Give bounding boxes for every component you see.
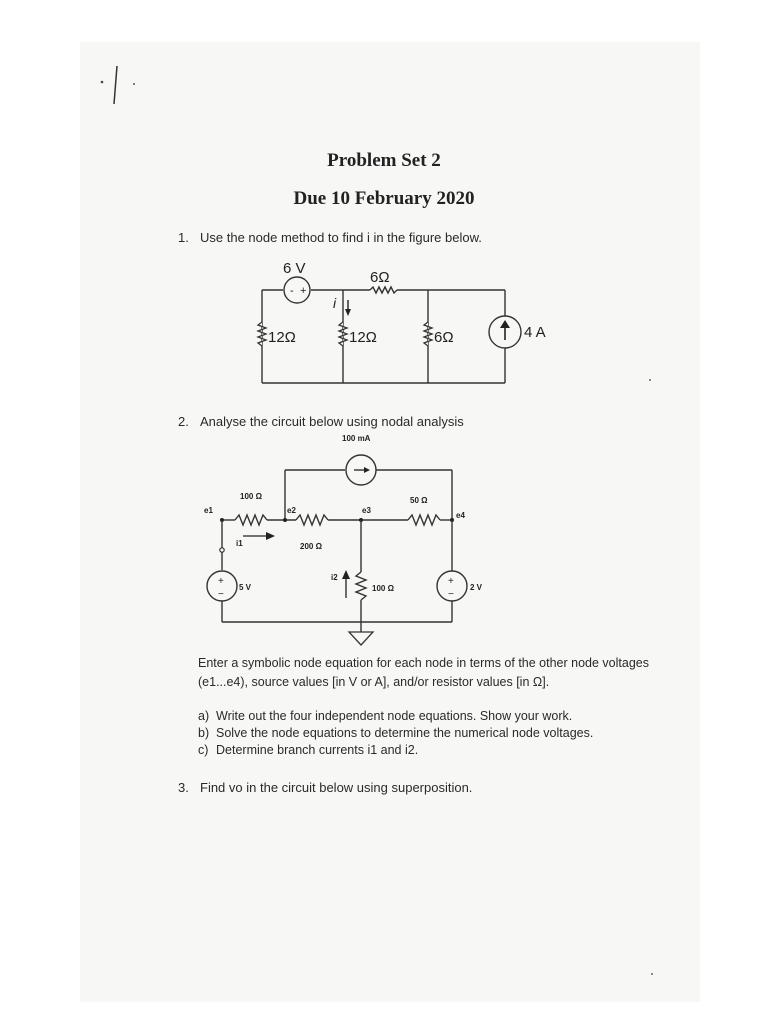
label-2v: 2 V (470, 583, 483, 592)
arrow-head-icon (266, 532, 275, 540)
question-2-parts (198, 708, 593, 759)
label-current-i: i (333, 295, 337, 311)
label-e1: e1 (204, 506, 213, 515)
terminal-dot (220, 548, 224, 552)
label-50-ohm: 50 Ω (410, 496, 428, 505)
label-6-ohm-series: 6Ω (370, 269, 390, 286)
label-100-ohm-top: 100 Ω (240, 492, 262, 501)
label-plus: + (448, 576, 454, 587)
part-label: a) (198, 709, 210, 723)
label-i2: i2 (331, 573, 338, 582)
question-number: 3. (178, 780, 189, 795)
question-number: 1. (178, 230, 189, 245)
resistor-icon (356, 572, 366, 600)
list-item (198, 708, 593, 725)
label-12-ohm-left: 12Ω (268, 329, 296, 346)
node-dot (283, 518, 287, 522)
label-100ma: 100 mA (342, 434, 371, 443)
label-plus: + (300, 285, 307, 297)
ground-icon (349, 632, 373, 645)
label-4a: 4 A (524, 324, 546, 341)
label-e3: e3 (362, 506, 371, 515)
label-100-ohm-shunt: 100 Ω (372, 584, 394, 593)
instructions (198, 654, 649, 692)
label-6v: 6 V (283, 260, 306, 277)
label-5v: 5 V (239, 583, 252, 592)
question-3 (178, 780, 472, 795)
label-minus: - (290, 285, 294, 297)
label-minus: − (218, 589, 224, 600)
question-text: Analyse the circuit below using nodal analysis (200, 414, 464, 429)
resistor-icon (296, 515, 328, 525)
list-item (198, 725, 593, 742)
arrow-head-icon (364, 467, 370, 473)
part-text: Determine branch currents i1 and i2. (216, 743, 419, 757)
label-i1: i1 (236, 539, 243, 548)
instructions-line-1: Enter a symbolic node equation for each node in terms of the other node voltages (198, 656, 649, 670)
due-date: Due 10 February 2020 (293, 188, 475, 209)
part-label: b) (198, 726, 210, 740)
label-200-ohm: 200 Ω (300, 542, 322, 551)
page-title: Problem Set 2 (327, 150, 441, 171)
question-number: 2. (178, 414, 189, 429)
part-label: c) (198, 743, 209, 757)
label-plus: + (218, 576, 224, 587)
arrow-head-icon (342, 570, 350, 579)
label-minus: − (448, 589, 454, 600)
part-text: Solve the node equations to determine the numerical node voltages. (216, 726, 594, 740)
resistor-icon (235, 515, 267, 525)
question-text: Find vo in the circuit below using superposition. (200, 780, 473, 795)
label-12-ohm-mid: 12Ω (349, 329, 377, 346)
instructions-line-2: (e1...e4), source values [in V or A], and/or resistor values [in Ω]. (198, 675, 550, 689)
label-e2: e2 (287, 506, 296, 515)
question-text: Use the node method to find i in the figure below. (200, 230, 482, 245)
list-item (198, 742, 593, 759)
resistor-icon (408, 515, 440, 525)
label-e4: e4 (456, 511, 465, 520)
label-6-ohm-right: 6Ω (434, 329, 454, 346)
part-text: Write out the four independent node equations. Show your work. (216, 709, 573, 723)
